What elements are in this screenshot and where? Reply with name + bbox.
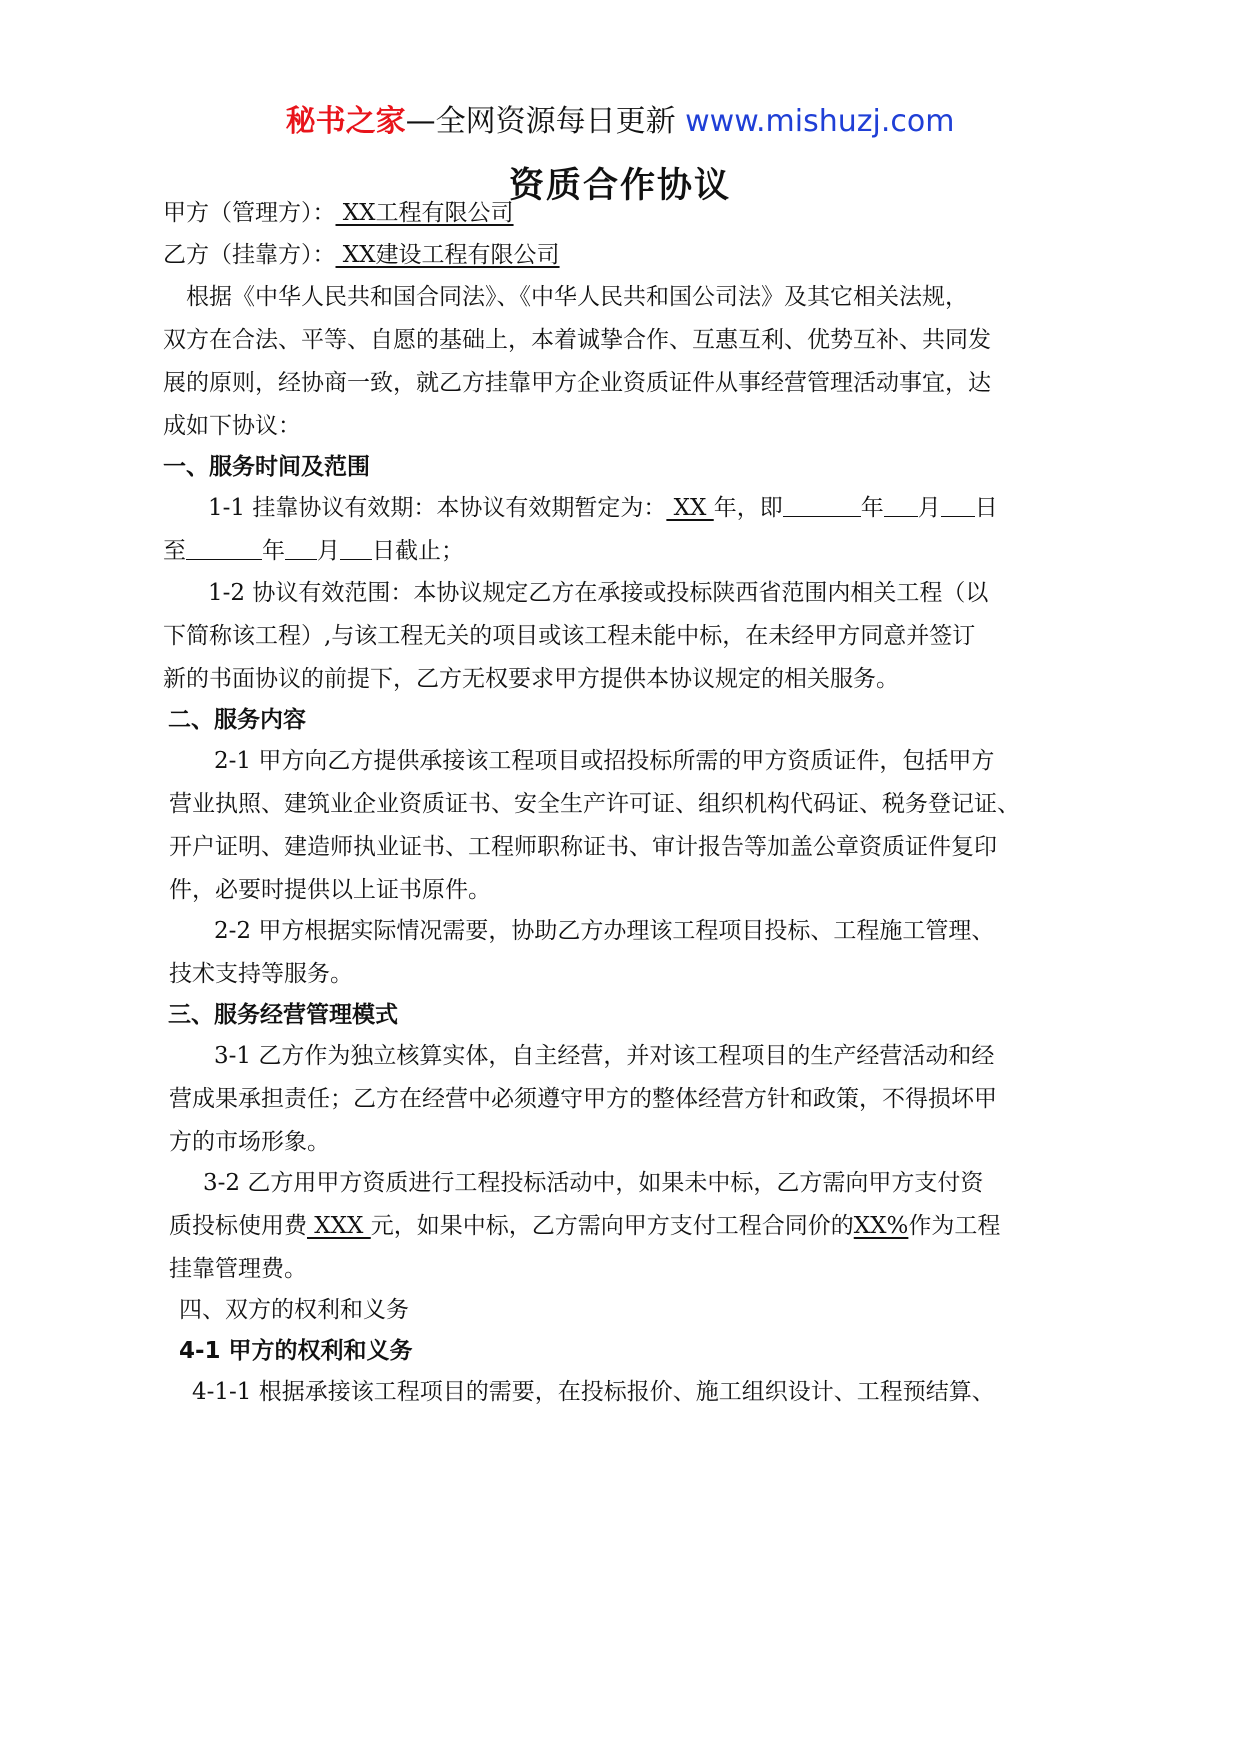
start-day-blank <box>941 492 975 517</box>
clause-2-2-line: 技术支持等服务。 <box>169 961 353 987</box>
clause-2-2-line: 2-2 甲方根据实际情况需要，协助乙方办理该工程项目投标、工程施工管理、 <box>214 918 995 944</box>
banner-site-url[interactable]: www.mishuzj.com <box>685 104 955 139</box>
banner-tagline: —全网资源每日更新 <box>405 104 676 139</box>
unit-month: 月 <box>917 495 941 521</box>
section-4-heading <box>179 1294 409 1326</box>
section-4-heading-text: 四、双方的权利和义务 <box>179 1297 409 1323</box>
clause-4-1-heading: 4-1 甲方的权利和义务 <box>179 1338 413 1364</box>
end-day-blank <box>340 535 372 560</box>
clause-4-1-1-line: 4-1-1 根据承接该工程项目的需要，在投标报价、施工组织设计、工程预结算、 <box>192 1379 995 1405</box>
party-a-name: XX工程有限公司 <box>335 200 514 226</box>
clause-2-1-line: 营业执照、建筑业企业资质证书、安全生产许可证、组织机构代码证、税务登记证、 <box>169 791 1020 817</box>
start-month-blank <box>884 492 918 517</box>
party-a-label: 甲方（管理方）： <box>163 200 336 226</box>
unit-day: 日 <box>974 495 998 521</box>
section-3-heading: 三、服务经营管理模式 <box>168 1002 398 1028</box>
validity-years: XX <box>666 495 714 521</box>
banner-brand: 秘书之家 <box>285 104 406 139</box>
end-year-blank <box>186 535 262 560</box>
clause-3-2-prefix: 质投标使用费 <box>169 1213 307 1239</box>
preamble-line: 双方在合法、平等、自愿的基础上，本着诚挚合作、互惠互利、优势互补、共同发 <box>163 327 991 353</box>
clause-1-1-to: 至 <box>163 538 186 564</box>
party-a-line <box>163 197 514 229</box>
clause-2-1-line: 件，必要时提供以上证书原件。 <box>169 877 491 903</box>
site-banner <box>0 100 1240 144</box>
unit-month: 月 <box>317 538 340 564</box>
clause-1-2-line: 下简称该工程）,与该工程无关的项目或该工程未能中标，在未经甲方同意并签订 <box>163 623 976 649</box>
clause-3-1-line: 3-1 乙方作为独立核算实体，自主经营，并对该工程项目的生产经营活动和经 <box>214 1043 995 1069</box>
unit-year: 年 <box>860 495 884 521</box>
section-2-heading: 二、服务内容 <box>168 707 306 733</box>
clause-1-1-mid: 年，即 <box>713 495 783 521</box>
clause-1-1-line <box>208 492 998 524</box>
clause-1-2-line: 1-2 协议有效范围：本协议规定乙方在承接或投标陕西省范围内相关工程（以 <box>208 580 989 606</box>
preamble-line: 根据《中华人民共和国合同法》、《中华人民共和国公司法》及其它相关法规， <box>186 284 968 310</box>
unit-year: 年 <box>262 538 285 564</box>
clause-3-2-mid: 元，如果中标，乙方需向甲方支付工程合同价的 <box>370 1213 854 1239</box>
clause-3-2-line: 挂靠管理费。 <box>169 1256 307 1282</box>
clause-3-2-fee-line <box>169 1210 1000 1242</box>
party-b-line <box>163 239 560 271</box>
party-b-label: 乙方（挂靠方）： <box>163 242 336 268</box>
document-title: 资质合作协议 <box>508 166 731 206</box>
clause-3-2-line: 3-2 乙方用甲方资质进行工程投标活动中，如果未中标，乙方需向甲方支付资 <box>203 1170 984 1196</box>
clause-3-2-suffix: 作为工程 <box>908 1213 1001 1239</box>
clause-2-1-line: 开户证明、建造师执业证书、工程师职称证书、审计报告等加盖公章资质证件复印 <box>169 834 997 860</box>
clause-3-1-line: 方的市场形象。 <box>169 1129 330 1155</box>
clause-3-1-line: 营成果承担责任；乙方在经营中必须遵守甲方的整体经营方针和政策，不得损坏甲 <box>169 1086 997 1112</box>
clause-1-1-end: 日截止； <box>372 538 464 564</box>
preamble-line: 成如下协议： <box>163 413 301 439</box>
section-1-heading: 一、服务时间及范围 <box>163 454 370 480</box>
preamble-line: 展的原则，经协商一致，就乙方挂靠甲方企业资质证件从事经营管理活动事宜，达 <box>163 370 991 396</box>
clause-1-1-end-line <box>163 535 464 567</box>
start-year-blank <box>783 492 861 517</box>
bid-usage-fee: XXX <box>307 1213 371 1239</box>
party-b-name: XX建设工程有限公司 <box>335 242 560 268</box>
management-fee-percent: XX% <box>853 1213 909 1239</box>
clause-1-2-line: 新的书面协议的前提下，乙方无权要求甲方提供本协议规定的相关服务。 <box>163 666 899 692</box>
end-month-blank <box>285 535 317 560</box>
clause-2-1-line: 2-1 甲方向乙方提供承接该工程项目或招投标所需的甲方资质证件，包括甲方 <box>214 748 995 774</box>
clause-1-1-text: 1-1 挂靠协议有效期：本协议有效期暂定为： <box>208 495 667 521</box>
